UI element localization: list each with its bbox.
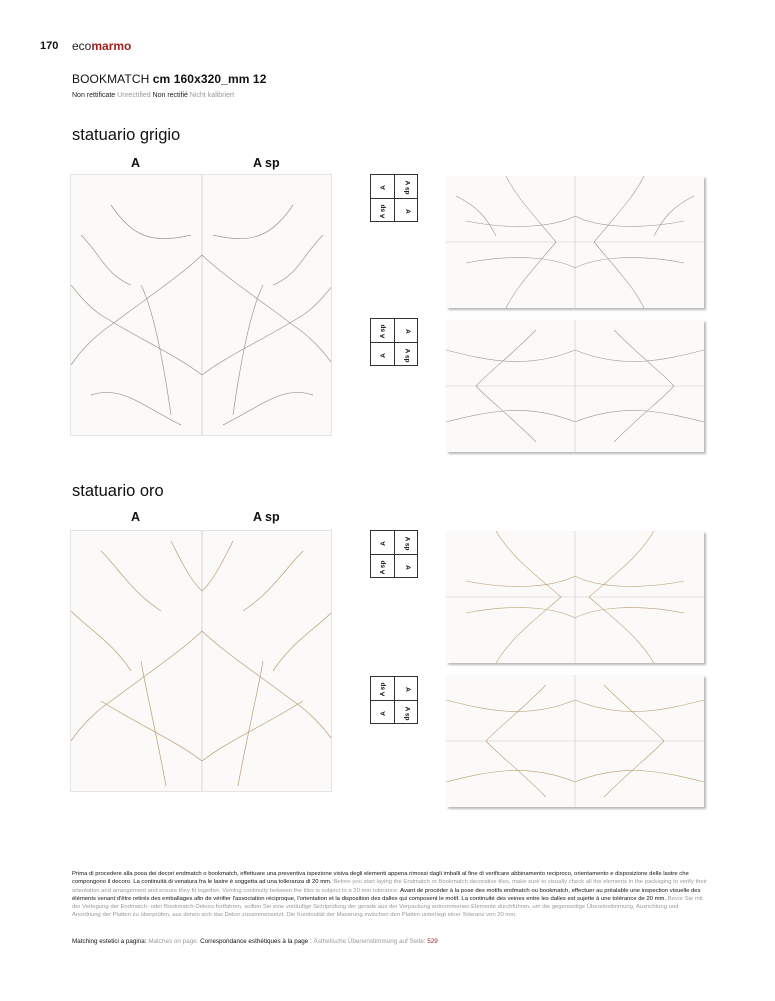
label-a: A: [131, 156, 141, 170]
quad-layout-tile: [446, 675, 704, 807]
legend-cell: A: [403, 328, 411, 334]
note-de: Bevor Sie mit der Verlegung der Endmatch- oder Bookmatch-Dekors fortfahren, sollten Sie eine vorläufige Sichtprüfung der gerade aus der Verpackung entnommenen Elemente durchführen, um die gegenseitige Übereinstimmung, Ausrichtung und Anordnung der Platten zu überprüfen, aus denen sich das Dekor zusammensetzt. Die Kontinuität der Maserung zwischen den Platten unterliegt einer Toleranz von 20 mm.: [72, 895, 703, 919]
section-title: statuario grigio: [72, 126, 181, 144]
note-it: Prima di procedere alla posa dei decori endmatch o bookmatch, effettuare una preventiva ispezione visiva degli elementi appena rimossi dagli imballi al fine di verificare abbinamento reciproco, orientamento e disposizione delle lastre che compongono il decoro. La continuità di venatura fra le lastre è soggetta ad una tolleranza di 20 mm.: [72, 871, 689, 886]
legend-cell: A: [379, 184, 387, 190]
legend-cell: A sp: [403, 348, 411, 362]
match-page-link[interactable]: 529: [427, 938, 438, 945]
rectification-note: [72, 92, 234, 99]
marble-veins: [446, 531, 704, 663]
page-title: [72, 72, 266, 86]
legend-cell: A: [379, 710, 387, 716]
sub-fr: Non rectifié: [152, 92, 190, 99]
bookmatch-slab-pair: [70, 174, 332, 436]
marble-veins: [71, 175, 332, 436]
match-en: Matches on page:: [148, 938, 201, 945]
match-it: Matching estetici a pagina:: [72, 938, 149, 945]
note-en: Before you start laying the Endmatch or Bookmatch decorative tiles, make sure to visually check all the elements in the packaging to verify their orientation and arrangement and ensure they fit together. Veining continuity between the tiles is subject to a 20 mm tolerance.: [72, 879, 707, 894]
legend-cell: A sp: [379, 204, 387, 218]
legend-cell: A sp: [379, 560, 387, 574]
label-a-sp: A sp: [253, 156, 280, 170]
installation-note: [72, 870, 707, 920]
match-de: Ästhetische Übereinstimmung auf Seite:: [313, 938, 428, 945]
bookmatch-slab-pair: [70, 530, 332, 792]
sub-en: Unrectified: [117, 92, 153, 99]
match-fr: Correspondance esthétiques à la page :: [200, 938, 314, 945]
label-a-sp: A sp: [253, 510, 280, 524]
sub-de: Nicht kalibriert: [189, 92, 235, 99]
sub-it: Non rettificate: [72, 92, 118, 99]
legend-cell: A sp: [379, 324, 387, 338]
legend-cell: A sp: [403, 536, 411, 550]
legend-cell: A sp: [379, 682, 387, 696]
layout-legend: [370, 530, 418, 578]
label-a: A: [131, 510, 141, 524]
title-plain: BOOKMATCH: [72, 72, 153, 86]
page-number: 170: [40, 40, 59, 52]
legend-cell: A sp: [403, 180, 411, 194]
legend-cell: A sp: [403, 706, 411, 720]
quad-layout-tile: [446, 176, 704, 308]
matching-reference: [72, 938, 438, 945]
legend-cell: A: [403, 564, 411, 570]
quad-layout-tile: [446, 531, 704, 663]
brand-logo: [72, 39, 131, 53]
legend-cell: A: [403, 208, 411, 214]
layout-legend: [370, 676, 418, 724]
layout-legend: [370, 318, 418, 366]
marble-veins: [446, 320, 704, 452]
legend-cell: A: [379, 352, 387, 358]
layout-legend: [370, 174, 418, 222]
brand-prefix: eco: [72, 39, 92, 53]
marble-veins: [446, 176, 704, 308]
legend-cell: A: [379, 540, 387, 546]
quad-layout-tile: [446, 320, 704, 452]
title-bold: cm 160x320_mm 12: [152, 72, 267, 86]
brand-name: marmo: [91, 39, 132, 53]
note-fr: Avant de procéder à la pose des motifs endmatch ou bookmatch, effectuer au préalable une inspection visuelle des éléments venant d'être retirés des emballages afin de vérifier l'association réciproque, l'orientation et la disposition des dalles qui composent le motif. La continuité des veines entre les dalles est sujette à une tolérance de 20 mm.: [72, 887, 701, 902]
section-title: statuario oro: [72, 482, 164, 500]
marble-veins: [446, 675, 704, 807]
legend-cell: A: [403, 686, 411, 692]
marble-veins: [71, 531, 332, 792]
